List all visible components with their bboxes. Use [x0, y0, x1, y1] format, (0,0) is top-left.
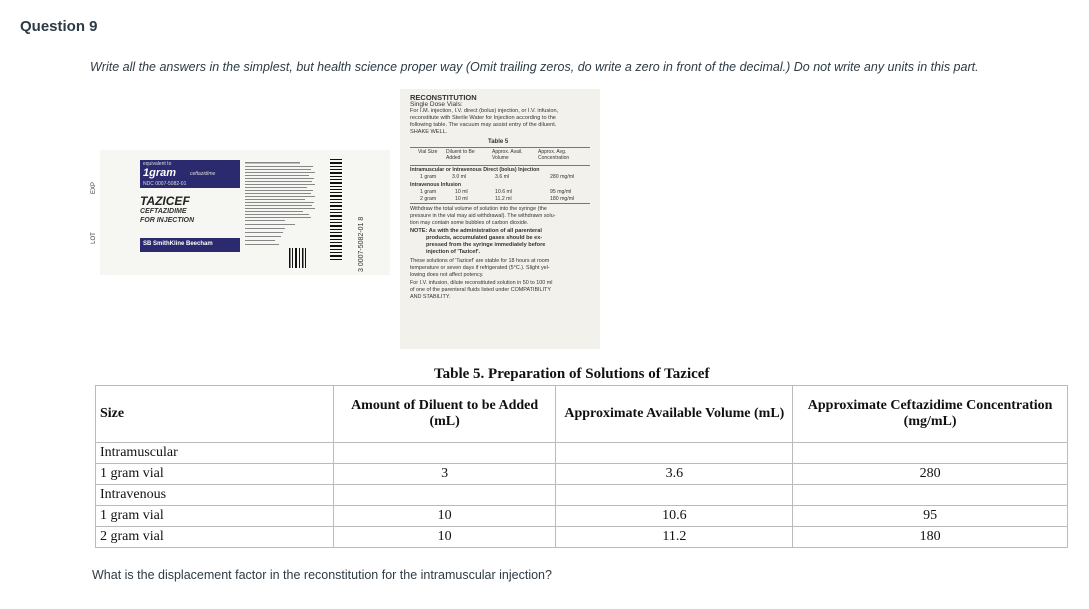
insert-table-title: Table 5 [488, 139, 509, 145]
row-diluent: 10 [333, 506, 556, 527]
label-route: FOR INJECTION [140, 217, 195, 224]
insert-heading: RECONSTITUTION [410, 93, 477, 102]
insert-stable-2: temperature or seven days if refrigerated (5°C.). Slight yel- [410, 265, 550, 271]
insert-r1-c4: 280 mg/ml [550, 174, 575, 180]
insert-note-3: pressed from the syringe immediately before [426, 242, 546, 248]
label-dose: 1gram [143, 167, 177, 179]
label-fine-print [245, 162, 320, 272]
question-text: What is the displacement factor in the reconstitution for the intramuscular injection? [92, 568, 552, 582]
insert-withdraw-2: pressure in the vial may aid withdrawal). The withdrawn solu- [410, 213, 556, 219]
label-equivalent: equivalent to [143, 161, 172, 167]
insert-r2-c3: 10.6 ml [495, 189, 513, 195]
insert-section-1: Intramuscular or Intravenous Direct (bolus) Injection [410, 167, 540, 173]
label-dose-suffix: ceftazidime [190, 171, 216, 177]
table-group-row [96, 485, 1068, 506]
insert-withdraw-1: Withdraw the total volume of solution into the syringe (the [410, 206, 547, 212]
insert-stable-3: lowing does not affect potency. [410, 272, 484, 278]
insert-withdraw-3: tion may contain some bubbles of carbon dioxide. [410, 220, 529, 226]
instructions-text: Write all the answers in the simplest, but health science proper way (Omit trailing zeros, do write a zero in front of the decimal.) Do not write any units in this part. [90, 60, 979, 74]
row-volume: 3.6 [556, 464, 793, 485]
reconstitution-insert-image [400, 89, 600, 349]
insert-col-1: Vial Size [418, 149, 438, 155]
label-barcode-number: 3 0007-5082-01 8 [358, 216, 365, 272]
table-group-row [96, 443, 1068, 464]
insert-r2-c2: 10 ml [455, 189, 468, 195]
label-barcode [328, 155, 358, 270]
question-title: Question 9 [20, 18, 98, 35]
insert-iv-3: AND STABILITY. [410, 294, 451, 300]
table-row [96, 506, 1068, 527]
insert-r1-c1: 1 gram [420, 174, 437, 180]
group-label-intramuscular: Intramuscular [96, 443, 334, 464]
insert-iv-1: For I.V. infusion, dilute reconstituted solution in 50 to 100 ml [410, 280, 553, 286]
insert-r2-c4: 95 mg/ml [550, 189, 572, 195]
table-row [96, 527, 1068, 548]
row-volume: 10.6 [556, 506, 793, 527]
insert-body-3: following table. The vacuum may assist entry of the diluent. [410, 122, 557, 128]
insert-body-1: For I.M. injection, I.V. direct (bolus) injection, or I.V. infusion, [410, 108, 559, 114]
insert-body-2: reconstitute with Sterile Water for Injection according to the [410, 115, 556, 121]
insert-r2-c1: 1 gram [420, 189, 437, 195]
header-concentration: Approximate Ceftazidime Concentration (mg/mL) [793, 386, 1068, 443]
drug-label-image [90, 150, 390, 275]
header-diluent: Amount of Diluent to be Added (mL) [333, 386, 556, 443]
insert-section-2: Intravenous Infusion [410, 182, 462, 188]
group-label-intravenous: Intravenous [96, 485, 334, 506]
insert-r1-c3: 3.6 ml [495, 174, 510, 180]
insert-sub: Single Dose Vials: [410, 101, 463, 108]
table-row [96, 464, 1068, 485]
row-concentration: 180 [793, 527, 1068, 548]
exp-label: EXP [91, 181, 98, 195]
insert-r1-c2: 3.0 ml [452, 174, 467, 180]
row-size: 1 gram vial [96, 506, 334, 527]
insert-r3-c2: 10 ml [455, 196, 468, 202]
label-ndc: NDC 0007-5082-01 [143, 181, 187, 187]
header-size: Size [96, 386, 334, 443]
insert-col-3: Approx. Avail. Volume [492, 149, 523, 161]
row-concentration: 280 [793, 464, 1068, 485]
insert-note-1: NOTE: As with the administration of all parenteral [410, 228, 542, 234]
row-volume: 11.2 [556, 527, 793, 548]
insert-r3-c1: 2 gram [420, 196, 437, 202]
insert-note-4: injection of 'Tazicef'. [426, 249, 481, 255]
insert-col-2: Diluent to Be Added [446, 149, 475, 161]
label-maker: SB SmithKline Beecham [143, 241, 213, 247]
table-caption: Table 5. Preparation of Solutions of Tazicef [434, 366, 710, 382]
insert-col-4: Approx. Avg. Concentration [538, 149, 570, 161]
row-concentration: 95 [793, 506, 1068, 527]
label-generic: CEFTAZIDIME [140, 208, 187, 215]
row-size: 1 gram vial [96, 464, 334, 485]
insert-stable-1: These solutions of 'Tazicef' are stable for 18 hours at room [410, 258, 550, 264]
row-diluent: 10 [333, 527, 556, 548]
preparation-table [95, 385, 1068, 548]
row-diluent: 3 [333, 464, 556, 485]
insert-r3-c3: 11.2 ml [495, 196, 512, 202]
insert-iv-2: of one of the parenteral fluids listed under COMPATIBILITY [410, 287, 551, 293]
table-header-row [96, 386, 1068, 443]
insert-note-2: products, accumulated gases should be ex- [426, 235, 543, 241]
insert-r3-c4: 180 mg/ml [550, 196, 575, 202]
header-volume: Approximate Available Volume (mL) [556, 386, 793, 443]
insert-body-4: SHAKE WELL. [410, 129, 448, 135]
lot-label: LOT [90, 232, 97, 244]
label-dose-band [140, 160, 240, 188]
row-size: 2 gram vial [96, 527, 334, 548]
label-maker-band [140, 238, 240, 252]
label-brand: TAZICEF [140, 194, 190, 208]
